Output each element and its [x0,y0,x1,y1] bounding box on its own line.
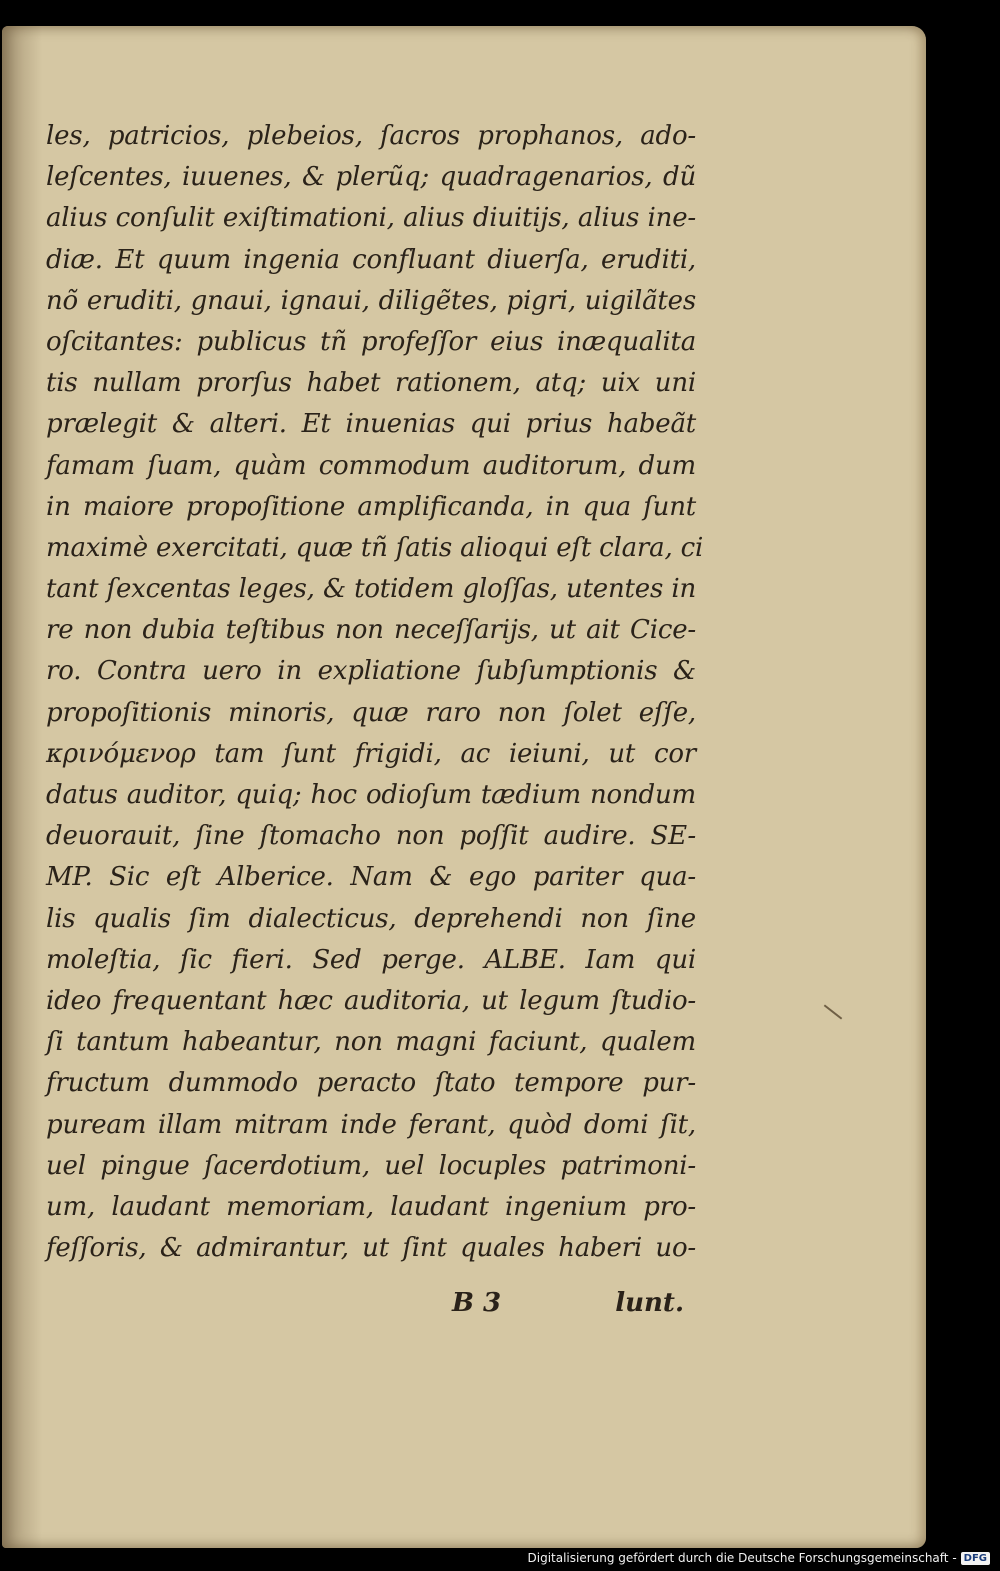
text-line: deuorauit, ſine ſtomacho non poſſit audire. SE- [46,821,696,852]
text-line: ro. Contra uero in expliatione ſubſumptionis & [46,656,696,687]
paper-scratch-mark [824,1004,843,1019]
text-line: fructum dummodo peracto ſtato tempore pur- [46,1068,696,1099]
catchword: lunt. [615,1288,684,1318]
text-line: nõ eruditi, gnaui, ignaui, diligẽtes, pigri, uigilãtes [46,285,696,316]
dfg-logo-icon: DFG [961,1552,990,1565]
text-line: propoſitionis minoris, quæ raro non ſolet eſſe, [46,697,696,728]
text-line: in maiore propoſitione amplificanda, in qua ſunt [46,491,696,522]
text-line: re non dubia teſtibus non neceſſarijs, ut ait Cice- [46,615,696,646]
page-gutter-shadow [2,26,42,1548]
text-line: leſcentes, iuuenes, & plerũq; quadragenarios, dũ [46,162,696,193]
text-line: lis qualis ſim dialecticus, deprehendi non ſine [46,903,696,934]
text-line: ideo frequentant hæc auditoria, ut legum ſtudio- [46,985,696,1016]
text-line: puream illam mitram inde ferant, quòd domi ſit, [46,1109,696,1140]
text-line: ſi tantum habeantur, non magni faciunt, qualem [46,1027,696,1058]
book-page [2,26,926,1548]
text-line: prælegit & alteri. Et inuenias qui prius habeãt [46,409,696,440]
text-line: uel pingue ſacerdotium, uel locuples patrimoni- [46,1150,696,1181]
text-line: κρινόμενορ tam ſunt frigidi, ac ieiuni, ut cor [46,738,696,769]
text-line: tant ſexcentas leges, & totidem gloſſas, utentes in [46,574,696,605]
text-line: um, laudant memoriam, laudant ingenium pro- [46,1191,696,1222]
text-line: oſcitantes: publicus tñ profeſſor eius inæqualita [46,326,696,357]
text-line: moleſtia, ſic fieri. Sed perge. ALBE. Iam qui [46,944,696,975]
text-line: les, patricios, plebeios, ſacros prophanos, ado- [46,121,696,151]
text-line: diæ. Et quum ingenia confluant diuerſa, eruditi, [46,244,696,275]
signature-mark: B 3 [452,1288,502,1318]
text-line: maximè exercitati, quæ tñ ſatis alioqui eſt clara, ci [46,532,704,563]
digitization-credit [528,1549,991,1567]
credit-text: Digitalisierung gefördert durch die Deutsche Forschungsgemeinschaft - [527,1551,957,1565]
text-line: datus auditor, quiq; hoc odioſum tædium nondum [46,780,696,810]
page-text-block [46,116,704,1269]
text-line: MP. Sic eſt Alberice. Nam & ego pariter qua- [46,862,696,893]
text-line: alius conſulit exiſtimationi, alius diuitijs, alius ine- [46,203,696,234]
text-line: tis nullam prorſus habet rationem, atq; uix uni [46,368,696,399]
text-line: feſſoris, & admirantur, ut ſint quales haberi uo- [46,1233,696,1264]
text-line: famam ſuam, quàm commodum auditorum, dum [46,450,696,481]
page-footer [452,1288,684,1328]
